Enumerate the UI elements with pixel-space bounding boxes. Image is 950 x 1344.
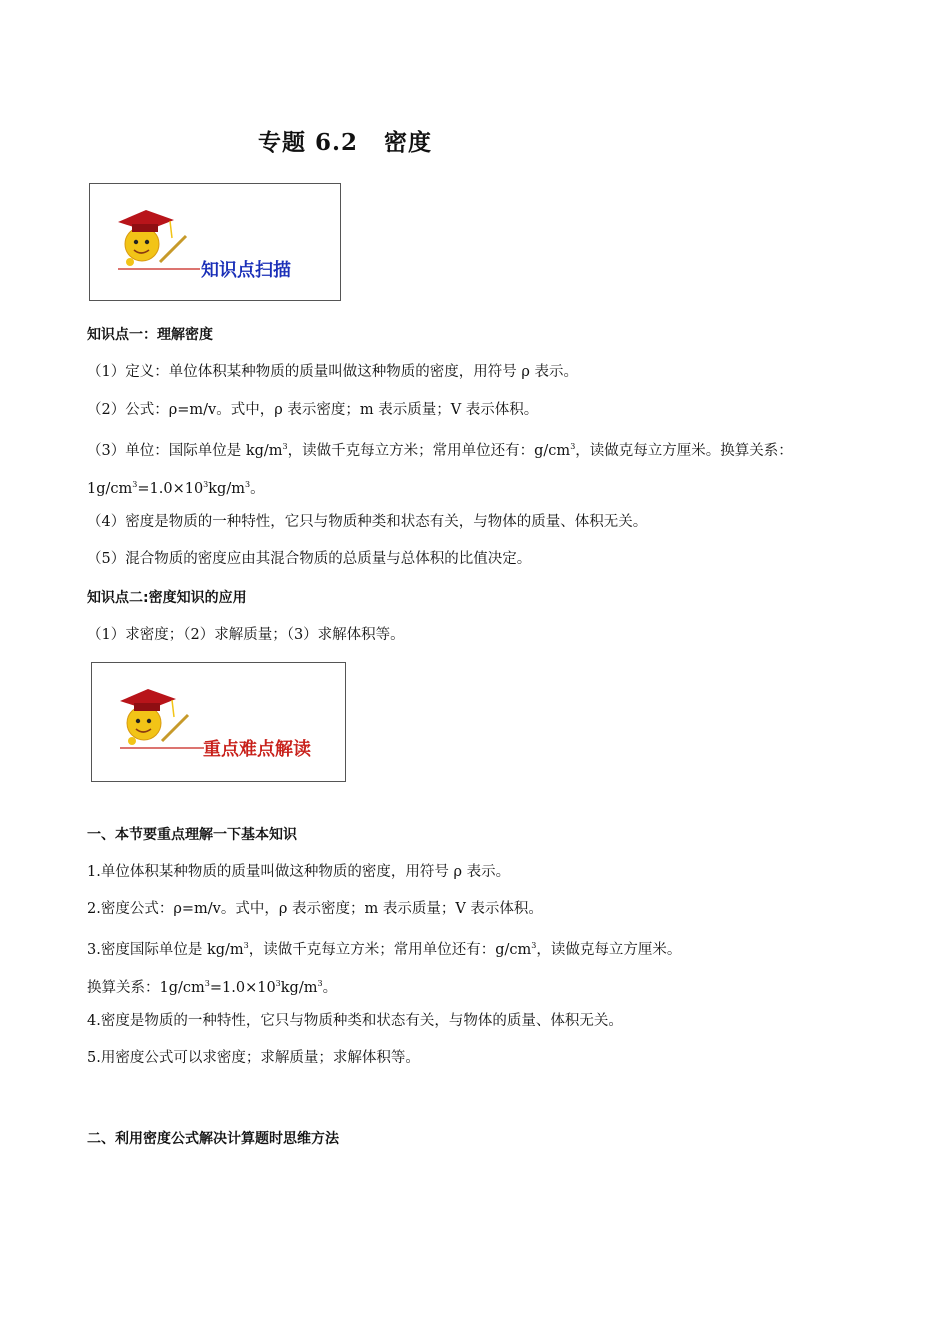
title-topic: 密度 [384, 129, 433, 156]
banner-label: 重点难点解读 [203, 739, 311, 760]
sec1-line-1: 1.单位体积某种物质的质量叫做这种物质的密度，用符号 ρ 表示。 [87, 864, 511, 880]
kp2-heading: 知识点二:密度知识的应用 [87, 590, 247, 606]
sec1-line-5: 4.密度是物质的一种特性，它只与物质种类和状态有关，与物体的质量、体积无关。 [87, 1013, 623, 1029]
title-number: 专题 6.2 [257, 129, 359, 156]
banner-key-points [91, 662, 346, 782]
sec1-line-6: 5.用密度公式可以求密度；求解质量；求解体积等。 [87, 1050, 420, 1066]
graduation-mascot-icon [90, 184, 342, 302]
sec2-heading: 二、利用密度公式解决计算题时思维方法 [87, 1131, 339, 1147]
page-title [0, 124, 690, 157]
kp1-line-5: （5）混合物质的密度应由其混合物质的总质量与总体积的比值决定。 [87, 551, 532, 567]
kp1-heading: 知识点一：理解密度 [87, 327, 213, 343]
sec1-heading: 一、本节要重点理解一下基本知识 [87, 827, 297, 843]
kp1-line-4: （4）密度是物质的一种特性，它只与物质种类和状态有关，与物体的质量、体积无关。 [87, 514, 648, 530]
sec1-line-3: 3.密度国际单位是 $kg/m^3$，读做千克每立方米；常用单位还有：$g/cm^3$，读做克每立方厘米。 [87, 941, 682, 958]
banner-label: 知识点扫描 [201, 260, 291, 281]
sec1-line-4: 换算关系：$1g/cm^3=1.0\times 10^3kg/m^3$。 [87, 979, 338, 996]
kp1-line-2: （2）公式：ρ=m/v。式中，ρ 表示密度；m 表示质量；V 表示体积。 [87, 402, 539, 418]
graduation-mascot-icon [92, 663, 347, 783]
banner-knowledge-scan [89, 183, 341, 301]
sec1-line-2: 2.密度公式：ρ=m/v。式中，ρ 表示密度；m 表示质量；V 表示体积。 [87, 901, 543, 917]
kp1-line-3: （3）单位：国际单位是 $kg/m^3$，读做千克每立方米；常用单位还有：$g/cm^3$，读做克每立方厘米。换算关系： [87, 442, 793, 459]
kp1-line-1: （1）定义：单位体积某种物质的质量叫做这种物质的密度，用符号 ρ 表示。 [87, 364, 578, 380]
kp2-line-1: （1）求密度；（2）求解质量；（3）求解体积等。 [87, 627, 405, 643]
kp1-line-3-cont: $1g/cm^3=1.0\times 10^3kg/m^3$。 [87, 480, 265, 497]
